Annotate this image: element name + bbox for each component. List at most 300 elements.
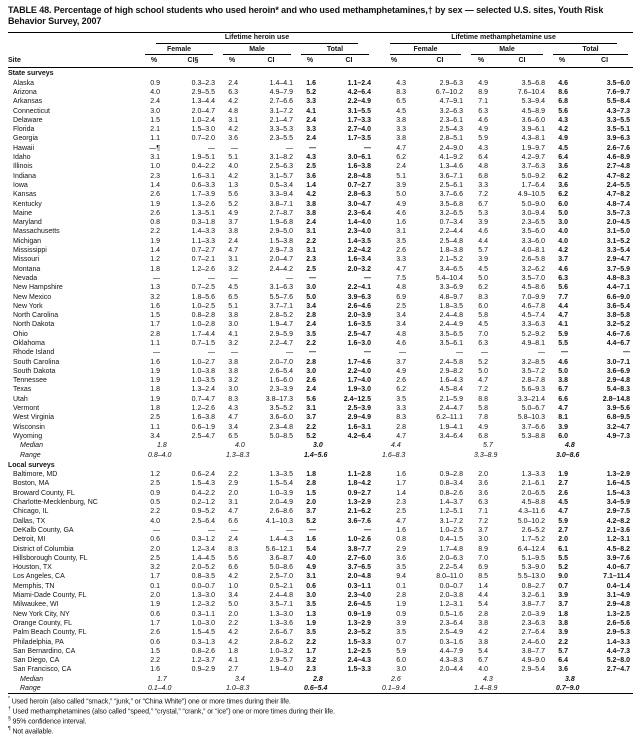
percent-cell: 6.7: [478, 657, 488, 665]
percent-cell: 3.3: [396, 126, 406, 134]
ci-cell: 2.3–5.5: [269, 135, 293, 143]
ci-cell: 3.4–6.4: [439, 432, 463, 440]
ci-cell: 1.7–4.6: [347, 358, 371, 366]
summary-value-cell: 0.7–9.0: [556, 684, 580, 692]
ci-cell: 2.3–6.5: [521, 219, 545, 227]
percent-cell: 9.4: [396, 573, 406, 581]
percent-cell: 4.0: [150, 88, 160, 96]
percent-cell: 4.3: [478, 144, 488, 152]
percent-cell: 8.3: [396, 414, 406, 422]
ci-cell: 0.3–1.8: [191, 219, 215, 227]
ci-cell: 4.1–10.3: [265, 517, 293, 525]
ci-cell: 5.5–13.0: [517, 573, 545, 581]
table-row: [8, 209, 633, 218]
percent-cell: 3.6: [478, 480, 488, 488]
percent-cell: 1.6: [396, 471, 406, 479]
percent-cell: 7.1: [478, 98, 488, 106]
summary-value-cell: 0.1–9.4: [382, 684, 406, 692]
ci-cell: 1.3–3.0: [191, 592, 215, 600]
ci-cell: 3.7–6.6: [521, 423, 545, 431]
ci-cell: 1.2–3.1: [606, 536, 631, 544]
ci-cell: 4.2–8.2: [606, 517, 631, 525]
site-name: Los Angeles, CA: [13, 573, 65, 581]
percent-cell: 6.8: [478, 172, 488, 180]
ci-cell: 2.5–4.9: [439, 629, 463, 637]
ci-cell: 7.6–9.7: [606, 88, 631, 96]
ci-cell: 1.9–4.1: [439, 423, 463, 431]
ci-cell: 2.1–5.2: [439, 256, 463, 264]
table-row: [8, 190, 633, 199]
percent-cell: 3.1: [306, 573, 316, 581]
percent-cell: 3.3: [396, 405, 406, 413]
ci-cell: 3.7–5.9: [606, 265, 631, 273]
ci-cell: 1.4–4.1: [269, 79, 293, 87]
percent-cell: 8.3: [228, 545, 238, 553]
percent-cell: 4.5: [228, 284, 238, 292]
table-row: [8, 88, 633, 97]
ci-cell: 0.5–3.4: [269, 181, 293, 189]
ci-cell: 3.8–5.8: [606, 312, 631, 320]
ci-cell: 2.8–5.1: [439, 135, 463, 143]
ci-cell: 0.6–2.4: [191, 471, 215, 479]
ci-cell: 3.9–6.3: [606, 135, 631, 143]
ci-cell: 2.1–4.7: [269, 116, 293, 124]
ci-cell: 3.1–5.5: [347, 107, 371, 115]
percent-cell: 3.5: [396, 629, 406, 637]
site-name: Milwaukee, WI: [13, 601, 59, 609]
percent-cell: 5.2: [306, 432, 316, 440]
ci-cell: 6.2–11.1: [436, 414, 463, 422]
percent-cell: 5.6: [228, 191, 238, 199]
percent-cell: 5.4: [478, 601, 488, 609]
percent-cell: 4.5: [558, 499, 568, 507]
ci-cell: 3.1–6.3: [269, 284, 293, 292]
percent-cell: 4.6: [396, 209, 406, 217]
table-row: [8, 656, 633, 665]
ci-cell: 2.7–6.6: [269, 98, 293, 106]
site-name: Dallas, TX: [13, 517, 46, 525]
ci-cell: 5.4–8.3: [606, 386, 631, 394]
percent-cell: 1.4: [150, 181, 160, 189]
ci-cell: 3.3–5.3: [269, 126, 293, 134]
summary-value-cell: 1.3–8.3: [226, 451, 250, 459]
ci-cell: 2.4–4.3: [347, 657, 371, 665]
site-name: Kentucky: [13, 200, 42, 208]
table-row: [8, 181, 633, 190]
ci-cell: 1.7–5.2: [521, 536, 545, 544]
percent-cell: 8.6: [558, 88, 568, 96]
ci-cell: 1.3–5.1: [191, 209, 215, 217]
ci-cell: 2.8–6.3: [347, 191, 371, 199]
percent-cell: 4.2: [228, 98, 238, 106]
percent-cell: 3.7: [478, 526, 488, 534]
percent-cell: 0.8: [150, 219, 160, 227]
site-name: Hillsborough County, FL: [13, 554, 88, 562]
ci-cell: 2.0–6.5: [521, 489, 545, 497]
site-name: Charlotte-Mecklenburg, NC: [13, 499, 98, 507]
percent-cell: 6.3: [228, 88, 238, 96]
ci-cell: 2.4–9.0: [439, 144, 463, 152]
percent-cell: 4.1: [228, 657, 238, 665]
site-name: Ohio: [13, 330, 28, 338]
group-header-meth: Lifetime methamphetamine use: [374, 32, 633, 44]
percent-cell: 5.7: [558, 647, 568, 655]
ci-cell: 2.2–4.9: [347, 98, 371, 106]
ci-cell: 3.2–6.1: [521, 592, 545, 600]
table-row: [8, 470, 633, 479]
percent-cell: 3.0: [150, 107, 160, 115]
percent-cell: 6.3: [478, 107, 488, 115]
percent-cell: 2.0: [228, 610, 238, 618]
ci-cell: 1.8–3.8: [439, 247, 463, 255]
ci-cell: 2.0–5.2: [191, 564, 215, 572]
ci-cell: 0.4–1.4: [606, 582, 631, 590]
ci-cell: 2.9–4.8: [606, 601, 631, 609]
ci-cell: 2.0–4.4: [439, 666, 463, 674]
percent-cell: 4.0: [228, 163, 238, 171]
percent-cell: 3.6: [558, 181, 568, 189]
percent-cell: 2.2: [306, 340, 316, 347]
ci-cell: 4.9–8.1: [521, 340, 545, 347]
percent-cell: 2.0: [228, 489, 238, 497]
percent-cell: 3.4: [306, 302, 316, 310]
table-row: [8, 144, 633, 153]
ci-cell: 1.5–3.3: [347, 666, 371, 674]
percent-cell: 3.0: [558, 219, 568, 227]
ci-cell: 1.5–5.4: [269, 480, 293, 488]
ci-cell: 1.4–3.3: [191, 228, 215, 236]
ci-cell: 3.2–4.7: [606, 423, 631, 431]
ci-cell: 6.7–10.2: [435, 88, 463, 96]
ci-cell: 0.9–5.2: [191, 508, 215, 516]
percent-cell: 2.2: [150, 508, 160, 516]
percent-cell: 3.9: [396, 619, 406, 627]
ci-cell: 1.6–3.5: [347, 321, 371, 329]
table-row: [8, 172, 633, 181]
ci-cell: 1.7–4.0: [347, 377, 371, 385]
summary-value-cell: 1.7: [157, 675, 167, 683]
ci-cell: 1.2–3.2: [191, 601, 215, 609]
ci-cell: 2.6–5.4: [269, 367, 293, 375]
ci-cell: 1.3–3.3: [521, 471, 545, 479]
percent-cell: 3.8: [558, 619, 568, 627]
percent-cell: 3.6: [396, 554, 406, 562]
percent-cell: 2.2: [558, 638, 568, 646]
table-row: [8, 265, 633, 274]
table-row: [8, 79, 633, 88]
col-header-percent: %: [548, 55, 576, 68]
site-name: New Mexico: [13, 293, 52, 301]
ci-cell: 2.7–8.7: [269, 209, 293, 217]
ci-cell: 0.5–2.1: [269, 582, 293, 590]
ci-cell: 0.7–2.5: [191, 284, 215, 292]
ci-cell: 1.9–9.7: [521, 144, 545, 152]
percent-cell: 4.7: [558, 405, 568, 413]
percent-cell: 6.4: [478, 154, 488, 162]
ci-cell: 4.3–8.1: [521, 135, 545, 143]
ci-cell: 2.3–4.8: [269, 423, 293, 431]
percent-cell: 2.2: [150, 657, 160, 665]
footnote-ci: § 95% confidence interval.: [8, 715, 87, 726]
ci-cell: 2.1–6.1: [521, 480, 545, 488]
percent-cell: 4.2: [306, 191, 316, 199]
ci-cell: 3.6–6.0: [269, 414, 293, 422]
ci-cell: 5.6–9.3: [521, 386, 545, 394]
percent-cell: 4.6: [558, 265, 568, 273]
range-row: [8, 684, 633, 694]
table-row: [8, 255, 633, 264]
ci-cell: —: [286, 274, 293, 282]
site-name: North Carolina: [13, 312, 59, 320]
col-header-percent: %: [296, 55, 324, 68]
site-name: Missouri: [13, 256, 40, 264]
ci-cell: 1.2–3.1: [439, 601, 463, 609]
group-header-row: [8, 32, 633, 44]
percent-cell: 3.1: [228, 499, 238, 507]
percent-cell: 1.5: [150, 312, 160, 320]
percent-cell: 4.8: [228, 107, 238, 115]
percent-cell: 6.3: [478, 499, 488, 507]
percent-cell: 2.2: [306, 638, 316, 646]
ci-cell: 1.8–4.2: [347, 480, 371, 488]
ci-cell: 1.0–2.7: [191, 358, 215, 366]
percent-cell: 8.9: [478, 545, 488, 553]
ci-cell: 3.1–4.9: [606, 592, 631, 600]
percent-cell: —: [153, 349, 160, 357]
ci-cell: 1.3–2.9: [606, 471, 631, 479]
table-row: [8, 545, 633, 554]
percent-cell: 4.0: [478, 666, 488, 674]
site-name: Illinois: [13, 163, 33, 171]
ci-cell: 3.4–5.9: [606, 499, 631, 507]
ci-cell: 1.9–4.0: [269, 666, 293, 674]
ci-cell: 2.5–4.7: [191, 432, 215, 440]
ci-cell: 2.0–3.8: [439, 592, 463, 600]
table-row: [8, 311, 633, 320]
ci-cell: 2.3–3.9: [269, 386, 293, 394]
percent-cell: 3.1: [306, 228, 316, 236]
percent-cell: 4.3: [558, 116, 568, 124]
ci-cell: 3.0–6.1: [347, 154, 371, 162]
table-row: [8, 647, 633, 656]
percent-cell: 4.9: [396, 200, 406, 208]
table-row: [8, 283, 633, 292]
ci-cell: 2.4–4.2: [269, 265, 293, 273]
ci-cell: 2.9–5.0: [269, 228, 293, 236]
ci-cell: 4.5–7.4: [521, 312, 545, 320]
percent-cell: 5.2: [228, 200, 238, 208]
ci-cell: 4.2–6.4: [347, 432, 371, 440]
percent-cell: 0.8: [396, 536, 406, 544]
percent-cell: 2.4: [306, 386, 316, 394]
percent-cell: 2.4: [228, 79, 238, 87]
col-header-ci: CI: [414, 55, 466, 68]
ci-cell: 1.6–3.0: [347, 340, 371, 347]
percent-cell: 4.0: [306, 554, 316, 562]
percent-cell: 1.7: [150, 321, 160, 329]
percent-cell: 1.4: [478, 582, 488, 590]
subgroup-header-row: [8, 44, 633, 55]
site-name: Montana: [13, 265, 41, 273]
percent-cell: 4.4: [478, 237, 488, 245]
summary-value-cell: 4.3: [483, 675, 493, 683]
ci-cell: 7.1–11.4: [603, 573, 631, 581]
ci-cell: 4.5–8.8: [521, 499, 545, 507]
ci-cell: 2.6–5.8: [521, 256, 545, 264]
ci-cell: 5.3–9.0: [521, 564, 545, 572]
ci-cell: 2.6–6.7: [269, 629, 293, 637]
ci-cell: 2.4–5.5: [606, 181, 631, 189]
percent-cell: 3.1: [228, 116, 238, 124]
table-row: [8, 489, 633, 498]
ci-cell: 1.3–2.9: [347, 499, 371, 507]
ci-cell: 2.0–3.9: [521, 610, 545, 618]
percent-cell: 3.1: [396, 228, 406, 236]
ci-cell: 1.9–3.0: [347, 386, 371, 394]
col-header-percent: %: [140, 55, 168, 68]
table-row: [8, 526, 633, 535]
ci-cell: 1.3–2.4: [191, 386, 215, 394]
ci-cell: 1.0–2.8: [191, 321, 215, 329]
ci-cell: 6.8–9.5: [606, 414, 631, 422]
ci-cell: 4.3–7.3: [606, 107, 631, 115]
ci-cell: 1.5–4.3: [191, 480, 215, 488]
site-name: Houston, TX: [13, 564, 52, 572]
ci-cell: 0.3–1.1: [347, 582, 371, 590]
table-row: [8, 348, 633, 357]
percent-cell: 4.2: [558, 247, 568, 255]
ci-cell: 3.0–7.1: [606, 358, 631, 366]
ci-cell: 0.7–3.4: [439, 219, 463, 227]
site-name: Palm Beach County, FL: [13, 629, 87, 637]
ci-cell: 3.1–5.2: [606, 237, 631, 245]
percent-cell: 3.0: [306, 367, 316, 375]
percent-cell: 5.0: [478, 274, 488, 282]
ci-cell: 1.4–3.5: [347, 237, 371, 245]
footnotes: [8, 697, 633, 736]
ci-cell: 1.4–4.0: [347, 219, 371, 227]
table-row: [8, 591, 633, 600]
ci-cell: —: [364, 274, 371, 282]
percent-cell: 3.0: [396, 666, 406, 674]
percent-cell: 3.3: [306, 98, 316, 106]
ci-cell: 1.8–5.6: [191, 293, 215, 301]
ci-cell: 4.3–8.3: [439, 657, 463, 665]
percent-cell: 4.7: [228, 414, 238, 422]
ci-cell: 0.0–0.7: [191, 582, 215, 590]
percent-cell: 2.5: [396, 302, 406, 310]
ci-cell: 2.4–5.8: [439, 358, 463, 366]
ci-cell: 0.4–2.2: [191, 489, 215, 497]
percent-cell: 4.7: [558, 312, 568, 320]
table-row: [8, 582, 633, 591]
ci-cell: 5.6–12.1: [265, 545, 293, 553]
ci-cell: 2.7–6.0: [347, 554, 371, 562]
percent-cell: 8.3: [478, 293, 488, 301]
ci-cell: 4.7–8.2: [606, 172, 631, 180]
ci-cell: 1.5–4.3: [606, 489, 631, 497]
summary-value-cell: 0.8–4.0: [148, 451, 172, 459]
percent-cell: 3.7: [306, 508, 316, 516]
percent-cell: 6.2: [478, 284, 488, 292]
percent-cell: 1.6: [306, 536, 316, 544]
percent-cell: 4.6: [558, 79, 568, 87]
ci-cell: 3.5–7.2: [521, 367, 545, 375]
site-name: New York: [13, 302, 43, 310]
ci-cell: —: [286, 349, 293, 357]
site-name: District of Columbia: [13, 545, 74, 553]
site-name: Range: [20, 451, 41, 459]
site-name: Miami-Dade County, FL: [13, 592, 87, 600]
ci-cell: 2.7–4.0: [347, 126, 371, 134]
ci-cell: 1.4–4.3: [269, 536, 293, 544]
ci-cell: 1.2–2.6: [191, 265, 215, 273]
ci-cell: —: [364, 526, 371, 534]
ci-cell: 2.0–3.2: [347, 265, 371, 273]
ci-cell: 3.6–6.0: [521, 116, 545, 124]
percent-cell: 2.5: [306, 265, 316, 273]
percent-cell: 3.0: [478, 536, 488, 544]
ci-cell: 4.7–8.2: [606, 191, 631, 199]
percent-cell: 7.7: [558, 293, 568, 301]
percent-cell: 4.2: [228, 573, 238, 581]
percent-cell: 4.2: [478, 629, 488, 637]
ci-cell: 3.7–7.1: [269, 302, 293, 310]
percent-cell: 2.2: [228, 471, 238, 479]
percent-cell: 4.9: [558, 135, 568, 143]
ci-cell: 2.6–7.6: [606, 144, 631, 152]
percent-cell: 0.9: [150, 489, 160, 497]
site-name: Utah: [13, 395, 28, 403]
ci-cell: 2.4–4.8: [439, 312, 463, 320]
percent-cell: 1.6: [150, 358, 160, 366]
percent-cell: 2.6: [150, 629, 160, 637]
summary-value-cell: 0.1–4.0: [148, 684, 172, 692]
percent-cell: 3.3: [478, 181, 488, 189]
percent-cell: 5.5: [558, 340, 568, 347]
ci-cell: 0.7–2.7: [347, 181, 371, 189]
ci-cell: 3.9–7.6: [606, 554, 631, 562]
ci-cell: 0.7–2.0: [191, 135, 215, 143]
ci-cell: 0.6–1.9: [191, 423, 215, 431]
ci-cell: 2.2–4.4: [439, 228, 463, 236]
percent-cell: 6.6: [228, 564, 238, 572]
percent-cell: 2.7: [558, 480, 568, 488]
percent-cell: 3.2: [228, 340, 238, 347]
percent-cell: 1.9: [150, 395, 160, 403]
ci-cell: 2.4–4.7: [439, 405, 463, 413]
ci-cell: 0.0–0.7: [439, 582, 463, 590]
ci-cell: 3.5–6.0: [606, 79, 631, 87]
percent-cell: 9.0: [558, 573, 568, 581]
ci-cell: —: [364, 349, 371, 357]
site-name: Connecticut: [13, 107, 50, 115]
ci-cell: 0.8–2.6: [439, 489, 463, 497]
table-row: [8, 395, 633, 404]
ci-cell: 5.2–8.0: [606, 657, 631, 665]
table-row: [8, 162, 633, 171]
ci-cell: 2.5–4.8: [439, 237, 463, 245]
site-name: West Virginia: [13, 414, 54, 422]
percent-cell: 6.9: [396, 293, 406, 301]
site-name: South Dakota: [13, 367, 56, 375]
percent-cell: 1.7: [150, 573, 160, 581]
percent-cell: 4.6: [396, 340, 406, 347]
site-name: Indiana: [13, 172, 36, 180]
percent-cell: 6.4: [558, 657, 568, 665]
ci-cell: 3.4–6.5: [439, 265, 463, 273]
ci-cell: 1.6–3.8: [191, 414, 215, 422]
